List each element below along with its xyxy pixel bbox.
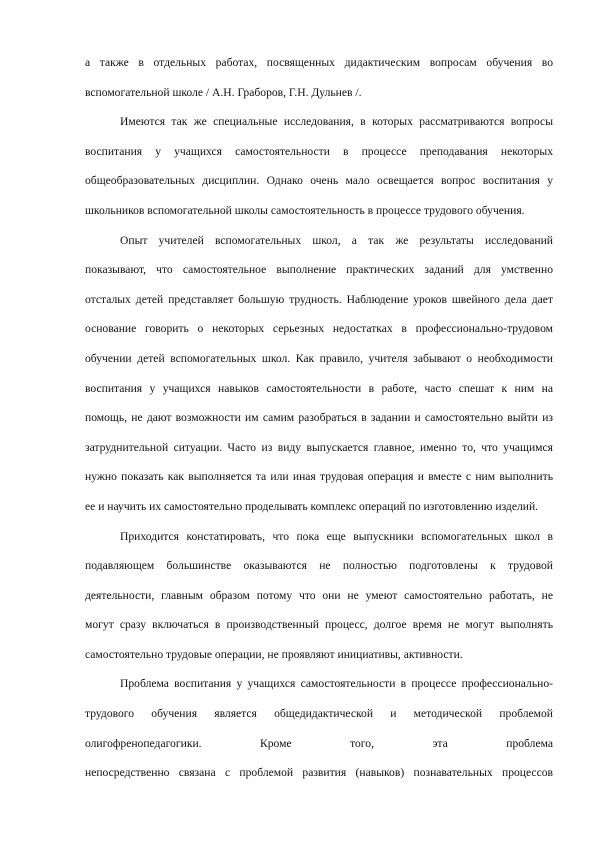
paragraph-first-line: Имеются так же специальные исследования, в которых рассматриваются вопросы (120, 115, 553, 129)
paragraph-first-line: Опыт учителей вспомогательных школ, а так же результаты исследований (120, 233, 553, 247)
text-line: обучении детей вспомогательных школ. Как правило, учителя забывают о необходимости (85, 351, 553, 365)
text-line: общеобразовательных дисциплин. Однако очень мало освещается вопрос воспитания у (85, 174, 553, 188)
document-body (85, 52, 553, 792)
text-line: отсталых детей представляет большую трудность. Наблюдение уроков швейного дела дает (85, 292, 553, 306)
paragraph-first-line: Проблема воспитания у учащихся самостоятельности в процессе профессионально- (120, 677, 553, 691)
text-line: непосредственно связана с проблемой развития (навыков) познавательных процессов (85, 766, 553, 780)
text-line: деятельности, главным образом потому что они не умеют самостоятельно работать, не (85, 588, 553, 602)
text-line: трудового обучения является общедидактической и методической проблемой (85, 707, 553, 721)
text-line: воспитания у учащихся самостоятельности в процессе преподавания некоторых (85, 144, 553, 158)
text-line: олигофренопедагогики. Кроме того, эта проблема (85, 736, 553, 750)
text-line: затруднительной ситуации. Часто из виду выпускается главное, именно то, что учащимся (85, 440, 553, 454)
text-line: подавляющем большинстве оказываются не полностью подготовлены к трудовой (85, 559, 553, 573)
paragraph-first-line: Приходится констатировать, что пока еще выпускники вспомогательных школ в (120, 529, 553, 543)
text-line: самостоятельно трудовые операции, не проявляют инициативы, активности. (85, 647, 463, 661)
text-line: показывают, что самостоятельное выполнение практических заданий для умственно (85, 263, 553, 277)
text-line: школьников вспомогательной школы самостоятельность в процессе трудового обучения. (85, 203, 525, 217)
text-line: вспомогательной школе / А.Н. Граборов, Г.Н. Дульнев /. (85, 85, 362, 99)
text-line: нужно показать как выполняется та или иная трудовая операция и вместе с ним выполнить (85, 470, 553, 484)
text-line: воспитания у учащихся навыков самостоятельности в работе, часто спешат к ним на (85, 381, 553, 395)
text-line: а также в отдельных работах, посвященных дидактическим вопросам обучения во (85, 56, 553, 69)
text-line: могут сразу включаться в производственный процесс, долгое время не могут выполнять (85, 618, 553, 632)
text-line: помощь, не дают возможности им самим разобраться в задании и самостоятельно выйти из (85, 411, 553, 425)
text-line: ее и научить их самостоятельно проделывать комплекс операций по изготовлению изделий. (85, 499, 539, 513)
text-line: основание говорить о некоторых серьезных недостатках в профессионально-трудовом (85, 322, 553, 336)
